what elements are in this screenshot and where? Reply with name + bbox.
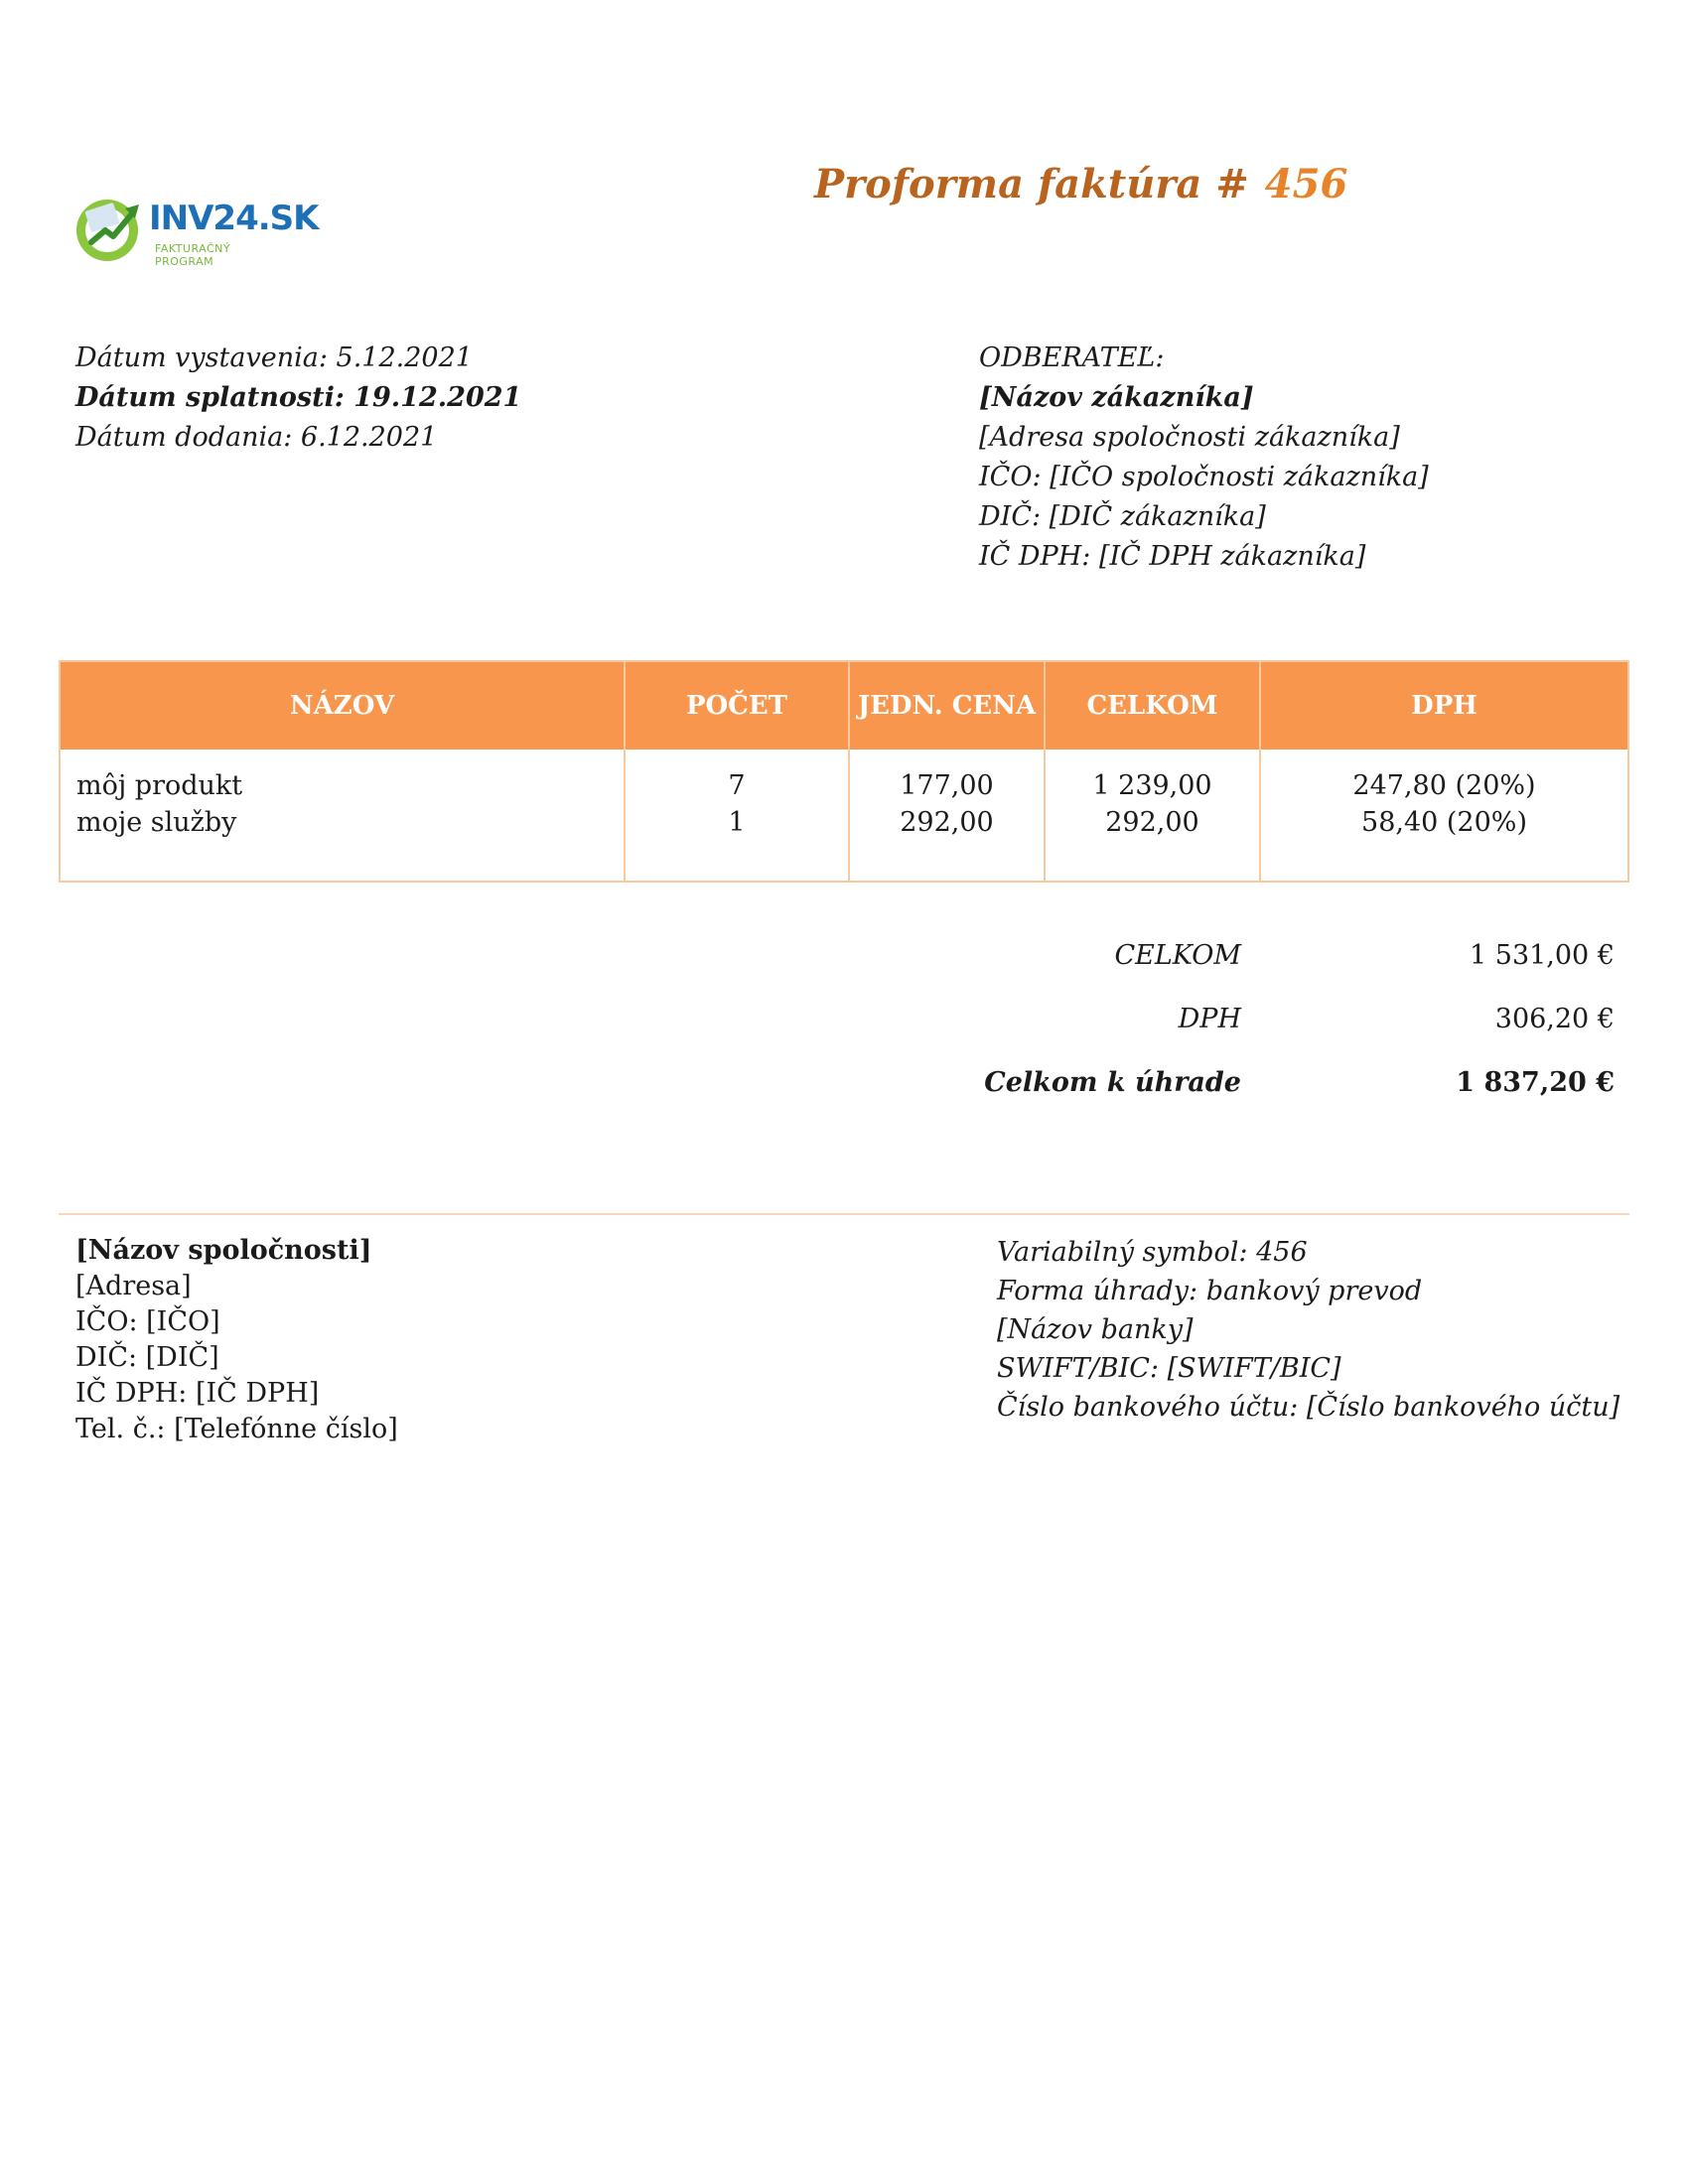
logo: [73, 189, 319, 268]
row-1-name: môj produkt: [76, 770, 243, 801]
customer-name: [Názov zákazníka]: [979, 382, 1254, 413]
row-2-count: 1: [728, 807, 746, 838]
header-unit-price: JEDN. CENA: [857, 691, 1037, 721]
subtotal-value: 1 531,00 €: [1470, 940, 1615, 971]
logo-brand: INV24.SK: [149, 199, 319, 238]
column-unit-price: [848, 662, 1044, 881]
swift-bic: SWIFT/BIC: [SWIFT/BIC]: [997, 1353, 1341, 1384]
row-2-unit-price: 292,00: [900, 807, 994, 838]
divider: [59, 1213, 1629, 1215]
company-phone: Tel. č.: [Telefónne číslo]: [75, 1414, 398, 1444]
header-vat: DPH: [1411, 691, 1477, 721]
payment-block: [997, 1233, 1619, 1427]
grand-total-value: 1 837,20 €: [1456, 1067, 1615, 1098]
bank-name: [Názov banky]: [997, 1314, 1194, 1345]
row-2-vat: 58,40 (20%): [1361, 807, 1527, 838]
column-total: [1044, 662, 1259, 881]
row-1-unit-price: 177,00: [900, 770, 994, 801]
items-table: [59, 660, 1629, 883]
customer-block: [979, 339, 1429, 577]
column-name: [61, 662, 624, 881]
variable-symbol: Variabilný symbol: 456: [997, 1237, 1308, 1268]
issue-date: Dátum vystavenia: 5.12.2021: [75, 342, 473, 373]
customer-ico: IČO: [IČO spoločnosti zákazníka]: [979, 462, 1429, 492]
header-name: NÁZOV: [289, 691, 395, 721]
due-date: Dátum splatnosti: 19.12.2021: [75, 382, 522, 413]
company-dic: DIČ: [DIČ]: [75, 1342, 219, 1373]
company-icdph: IČ DPH: [IČ DPH]: [75, 1378, 320, 1409]
column-count: [624, 662, 848, 881]
row-2-total: 292,00: [1105, 807, 1199, 838]
customer-heading: ODBERATEĽ:: [979, 342, 1165, 373]
header-total: CELKOM: [1086, 691, 1218, 721]
delivery-date: Dátum dodania: 6.12.2021: [75, 422, 438, 453]
bank-account: Číslo bankového účtu: [Číslo bankového účtu]: [997, 1392, 1620, 1423]
header-count: POČET: [685, 691, 788, 721]
company-name: [Názov spoločnosti]: [75, 1235, 372, 1266]
company-address: [Adresa]: [75, 1271, 192, 1301]
subtotal-label: CELKOM: [1114, 940, 1241, 971]
invoice-title: [814, 161, 1347, 207]
company-ico: IČO: [IČO]: [75, 1306, 220, 1337]
vat-value: 306,20 €: [1494, 1004, 1615, 1034]
dates-block: [75, 339, 521, 458]
logo-icon: [73, 193, 145, 264]
invoice-number: 456: [1264, 161, 1348, 207]
grand-total-label: Celkom k úhrade: [984, 1067, 1241, 1098]
customer-icdph: IČ DPH: [IČ DPH zákazníka]: [979, 541, 1366, 572]
logo-subtitle: FAKTURAČNÝ PROGRAM: [155, 242, 231, 268]
payment-method: Forma úhrady: bankový prevod: [997, 1276, 1423, 1306]
row-1-vat: 247,80 (20%): [1352, 770, 1536, 801]
column-vat: [1259, 662, 1627, 881]
company-block: [75, 1233, 398, 1447]
row-1-total: 1 239,00: [1092, 770, 1212, 801]
invoice-title-label: Proforma faktúra #: [814, 161, 1249, 207]
row-2-name: moje služby: [76, 807, 237, 838]
row-1-count: 7: [728, 770, 746, 801]
customer-dic: DIČ: [DIČ zákazníka]: [979, 501, 1266, 532]
customer-address: [Adresa spoločnosti zákazníka]: [979, 422, 1400, 453]
vat-label: DPH: [1178, 1004, 1241, 1034]
